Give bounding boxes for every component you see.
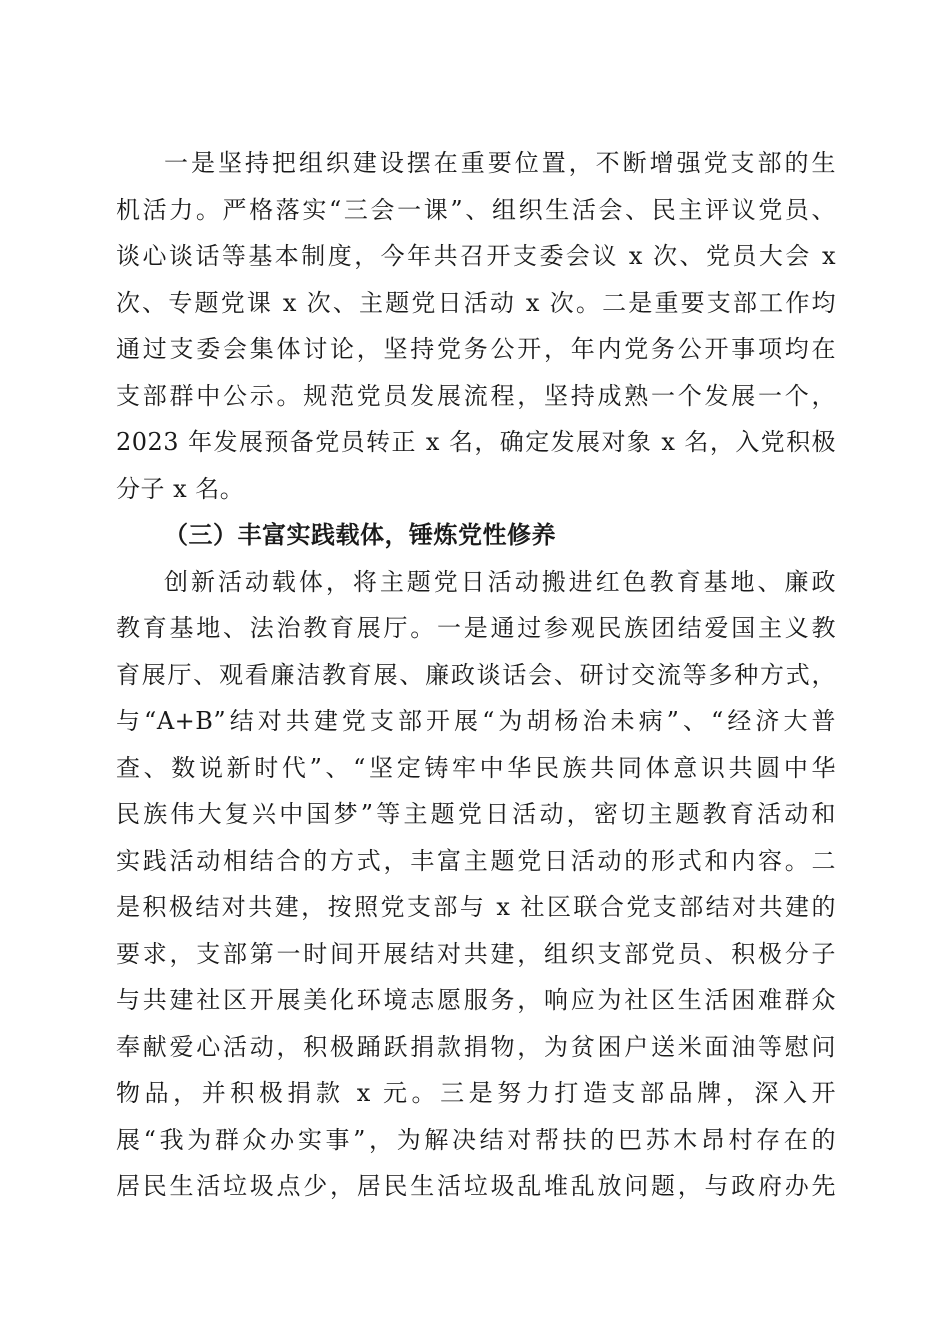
text-line: 与共建社区开展美化环境志愿服务，响应为社区生活困难群众 xyxy=(116,986,836,1014)
text-line: 要求，支部第一时间开展结对共建，组织支部党员、积极分子 xyxy=(116,940,836,968)
text-line: 育展厅、观看廉洁教育展、廉政谈话会、研讨交流等多种方式， xyxy=(116,661,836,689)
text-line: 物品，并积极捐款 x 元。三是努力打造支部品牌，深入开 xyxy=(116,1079,836,1107)
text-line: 次、专题党课 x 次、主题党日活动 x 次。二是重要支部工作均 xyxy=(116,289,836,317)
text-line: 谈心谈话等基本制度，今年共召开支委会议 x 次、党员大会 x xyxy=(116,242,836,270)
text-line: 奉献爱心活动，积极踊跃捐款捐物，为贫困户送米面油等慰问 xyxy=(116,1033,836,1061)
text-line: 一是坚持把组织建设摆在重要位置，不断增强党支部的生 xyxy=(164,149,836,177)
text-line: 居民生活垃圾点少，居民生活垃圾乱堆乱放问题，与政府办先 xyxy=(116,1172,836,1200)
text-line: 支部群中公示。规范党员发展流程，坚持成熟一个发展一个， xyxy=(116,382,836,410)
text-line: 民族伟大复兴中国梦”等主题党日活动，密切主题教育活动和 xyxy=(116,800,836,828)
text-line: 展“我为群众办实事”，为解决结对帮扶的巴苏木昂村存在的 xyxy=(116,1126,836,1154)
text-line: 分子 x 名。 xyxy=(116,475,245,503)
text-line: 机活力。严格落实“三会一课”、组织生活会、民主评议党员、 xyxy=(116,196,836,224)
text-line: 通过支委会集体讨论，坚持党务公开，年内党务公开事项均在 xyxy=(116,335,836,363)
section-heading: （三）丰富实践载体，锤炼党性修养 xyxy=(164,520,556,549)
text-line: 是积极结对共建，按照党支部与 x 社区联合党支部结对共建的 xyxy=(116,893,836,921)
text-line: 实践活动相结合的方式，丰富主题党日活动的形式和内容。二 xyxy=(116,847,836,875)
text-line: 查、数说新时代”、“坚定铸牢中华民族共同体意识共圆中华 xyxy=(116,754,836,782)
text-line: 与“A+B”结对共建党支部开展“为胡杨治未病”、“经济大普 xyxy=(116,707,836,735)
text-line: 创新活动载体，将主题党日活动搬进红色教育基地、廉政 xyxy=(164,568,836,596)
text-line: 教育基地、法治教育展厅。一是通过参观民族团结爱国主义教 xyxy=(116,614,836,642)
text-line: 2023 年发展预备党员转正 x 名，确定发展对象 x 名，入党积极 xyxy=(116,428,836,456)
